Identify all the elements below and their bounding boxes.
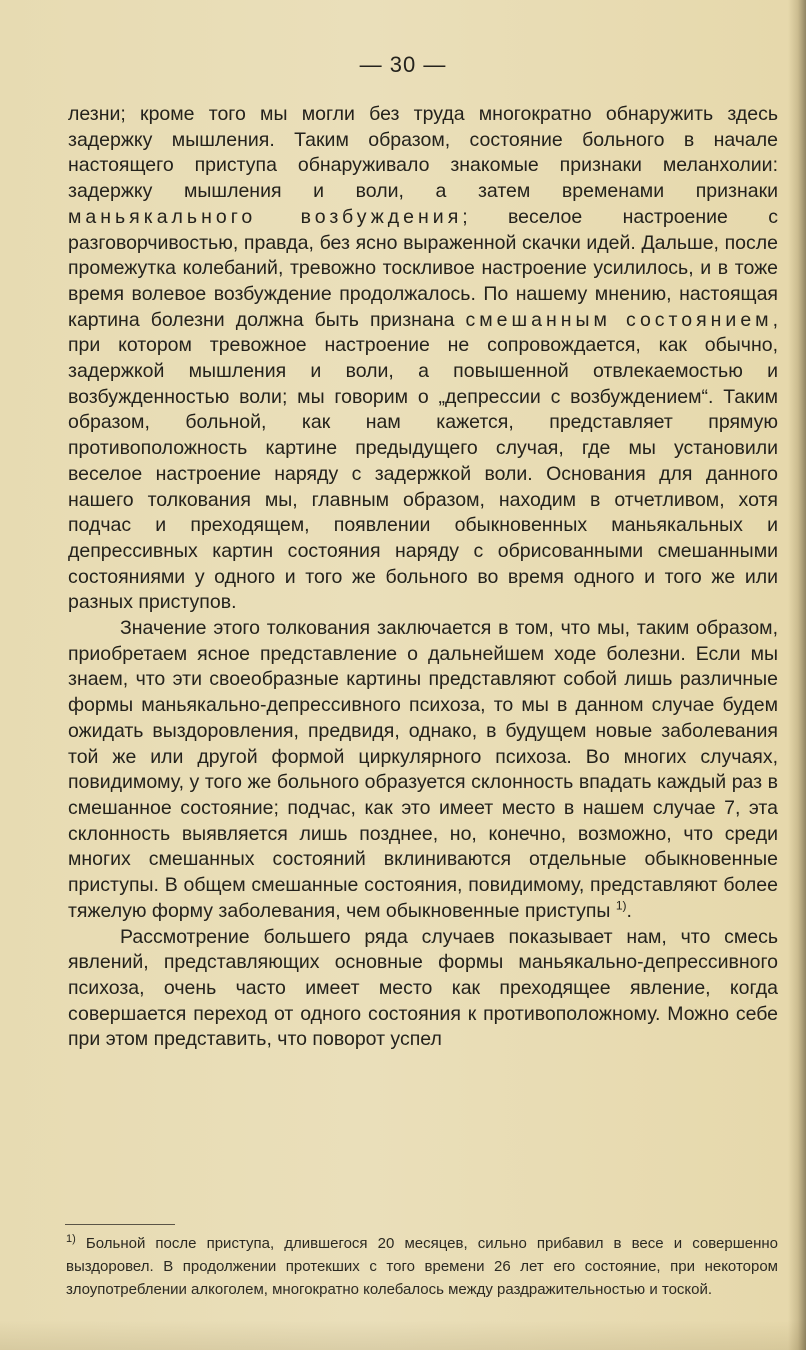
footnote-text: Больной после приступа, длившегося 20 месяцев, сильно прибавил в весе и совершенно выздоровел. В продолжении протекших с того времени 26 лет его состояние, при некотором злоупотреблении алкоголем, многократно колебалось между раздражительностью и тоской. [66,1235,778,1299]
paragraph-1-text-after-2: , при котором тревожное настроение не сопровождается, как обычно, задержкой мышления и воли, а повышенной отвлекаемостью и возбужденностью воли; мы говорим о „депрессии с возбуждением“. Таким образом, больной, как нам кажется, представляет прямую противоположность картине предыдущего случая, где мы установили веселое настроение наряду с задержкой воли. Основания для данного нашего толкования мы, главным образом, находим в отчетливом, хотя подчас и преходящем, появлении обыкновенных маньякальных и депрессивных картин состояния наряду с обрисованными смешанными состояниями у одного и того же больного во время одного и того же или разных приступов. [68,308,778,614]
paragraph-3 [68,925,778,1054]
paragraph-2-text: Значение этого толкования заключается в том, что мы, таким образом, приобретаем ясное представление о дальнейшем ходе болезни. Если мы знаем, что эти своеобразные картины представляют собой лишь различные формы маньякально-депрессивного психоза, то мы в данном случае будем ожидать выздоровления, предвидя, однако, в будущем новые заболевания той же или другой формой циркулярного психоза. Во многих случаях, повидимому, у того же больного образуется склонность впадать каждый раз в смешанное состояние; подчас, как это имеет место в нашем случае 7, эта склонность выявляется лишь позднее, но, конечно, возможно, что среди многих смешанных состояний вклиниваются отдельные обыкновенные приступы. В общем смешанные состояния, повидимому, представляют более тяжелую форму заболевания, чем обыкновенные приступы [68,617,778,922]
paragraph-2 [68,616,778,924]
page-number: — 30 — [359,52,447,77]
page-edge-shadow [788,0,806,1350]
footnote-reference: 1) [615,898,627,913]
paragraph-3-text: Рассмотрение большего ряда случаев показывает нам, что смесь явлений, представляющих основные формы маньякально-депрессивного психоза, очень часто имеет место как преходящее явление, когда совершается переход от одного состояния к противоположному. Можно себе при этом представить, что поворот успел [68,925,778,1051]
main-text [68,102,778,1053]
page-bottom-shadow [0,1320,806,1350]
emphasis-manic-excitation: маньякального возбуждения [68,205,463,228]
paragraph-1-text-after: ; веселое настроение с разговорчивостью, правда, без ясно выраженной скачки идей. Дальше, после промежутка колебаний, тревожно тоскливое настроение усилилось, и в тоже время волевое возбуждение продолжалось. По нашему мнению, настоящая картина болезни должна быть признана [68,205,778,331]
footnote-divider [65,1224,175,1225]
paragraph-2-text-after: . [626,899,632,922]
footnote [66,1232,778,1302]
footnote-marker: 1) [66,1233,76,1245]
paragraph-1 [68,102,778,616]
paragraph-1-text: лезни; кроме того мы могли без труда многократно обнаружить здесь задержку мышления. Таким образом, состояние больного в начале настоящего приступа обнаруживало знакомые признаки меланхолии: задержку мышления и воли, а затем временами признаки [68,103,778,203]
emphasis-mixed-state: смешанным состоянием [465,308,773,331]
